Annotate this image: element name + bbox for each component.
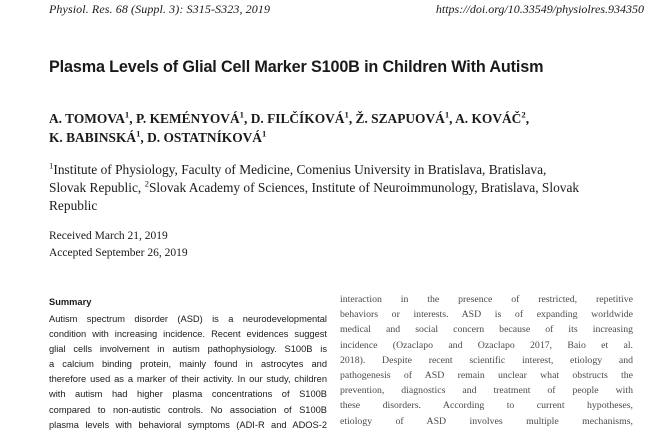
introduction-line: etiology of ASD involves multiple mechanisms, (340, 415, 633, 427)
paper-title: Plasma Levels of Glial Cell Marker S100B in Children With Autism (49, 58, 544, 76)
introduction-line: pathogenesis of ASD remain unclear what obstructs the (340, 370, 633, 382)
author-separator: , (348, 111, 356, 126)
author-name: K. BABINSKÁ (49, 130, 137, 145)
author-affiliation-marker: 2 (521, 109, 526, 120)
author-separator: , (129, 111, 136, 126)
summary-heading: Summary (49, 297, 92, 307)
affiliation-marker: 2 (144, 178, 149, 189)
author-name: A. KOVÁČ (455, 111, 522, 126)
affiliations (49, 161, 649, 215)
author-separator: , (140, 130, 148, 145)
affiliation-marker: 1 (49, 160, 54, 171)
affiliation-text: Slovak Academy of Sciences, Institute of Neuroimmunology, Bratislava, Slovak (148, 180, 580, 195)
introduction-line: incidence (Ozaclapo and Ozaclapo 2017, Baio et al. (340, 339, 633, 351)
introduction-line: prevention, diagnostics and treatment of people with (340, 385, 633, 397)
author-separator: , (525, 111, 530, 126)
introduction-line: behaviors or interests. ASD is of expanding worldwide (340, 309, 633, 321)
author-name: D. FILČÍKOVÁ (250, 111, 345, 126)
summary-line: therefore used as a marker of their activity. In our study, children (49, 374, 327, 385)
affiliation-line-3: Republic (49, 198, 98, 213)
summary-line: Autism spectrum disorder (ASD) is a neurodevelopmental (49, 314, 327, 324)
summary-line: plasma levels with behavioral symptoms (ADI-R and ADOS-2 (49, 419, 327, 430)
author-affiliation-marker: 1 (239, 109, 244, 120)
author-name: Ž. SZAPUOVÁ (355, 111, 445, 126)
author-affiliation-marker: 1 (136, 128, 141, 139)
author-line-2 (49, 128, 649, 147)
summary-line: compared to non-autistic controls. No association of S100B (49, 404, 327, 415)
author-name: A. TOMOVA (49, 111, 125, 126)
summary-line: glial cells involvement in autism pathophysiology. S100B is (49, 344, 327, 355)
received-date: Received March 21, 2019 (49, 230, 168, 242)
author-separator: , (449, 111, 456, 126)
affiliation-text: Institute of Physiology, Faculty of Medicine, Comenius University in Bratislava, Bratislava, (53, 162, 547, 177)
summary-line: with autism had higher plasma concentrations of S100B (49, 389, 327, 400)
introduction-line: medical and social concern because of its increasing (340, 324, 633, 336)
summary-text (49, 312, 327, 433)
article-dates (49, 228, 449, 262)
doi-link[interactable]: https://doi.org/10.33549/physiolres.934350 (435, 2, 644, 16)
affiliation-text: Slovak Republic, (49, 180, 145, 195)
author-affiliation-marker: 1 (124, 109, 130, 120)
author-line-1 (49, 109, 649, 128)
author-separator: , (244, 111, 251, 126)
author-affiliation-marker: 1 (344, 109, 349, 120)
introduction-line: these disorders. According to current hypotheses, (340, 400, 633, 412)
journal-citation: Physiol. Res. 68 (Suppl. 3): S315-S323, 2019 (49, 2, 271, 16)
author-affiliation-marker: 1 (444, 109, 450, 120)
accepted-date: Accepted September 26, 2019 (49, 247, 188, 259)
affiliation-line-2 (49, 179, 649, 197)
author-name: P. KEMÉNYOVÁ (135, 111, 240, 126)
author-list (49, 109, 649, 147)
summary-line: condition with increasing incidence. Recent evidences suggest (49, 329, 327, 340)
introduction-text (340, 292, 633, 429)
introduction-line: interaction in the presence of restricted, repetitive (340, 294, 633, 305)
summary-line: a calcium binding protein, mainly found in astrocytes and (49, 359, 327, 370)
introduction-line: 2018). Despite recent scientific interest, etiology and (340, 354, 633, 366)
author-affiliation-marker: 1 (261, 128, 267, 139)
author-name: D. OSTATNÍKOVÁ (147, 130, 262, 145)
affiliation-line-1 (49, 161, 649, 179)
